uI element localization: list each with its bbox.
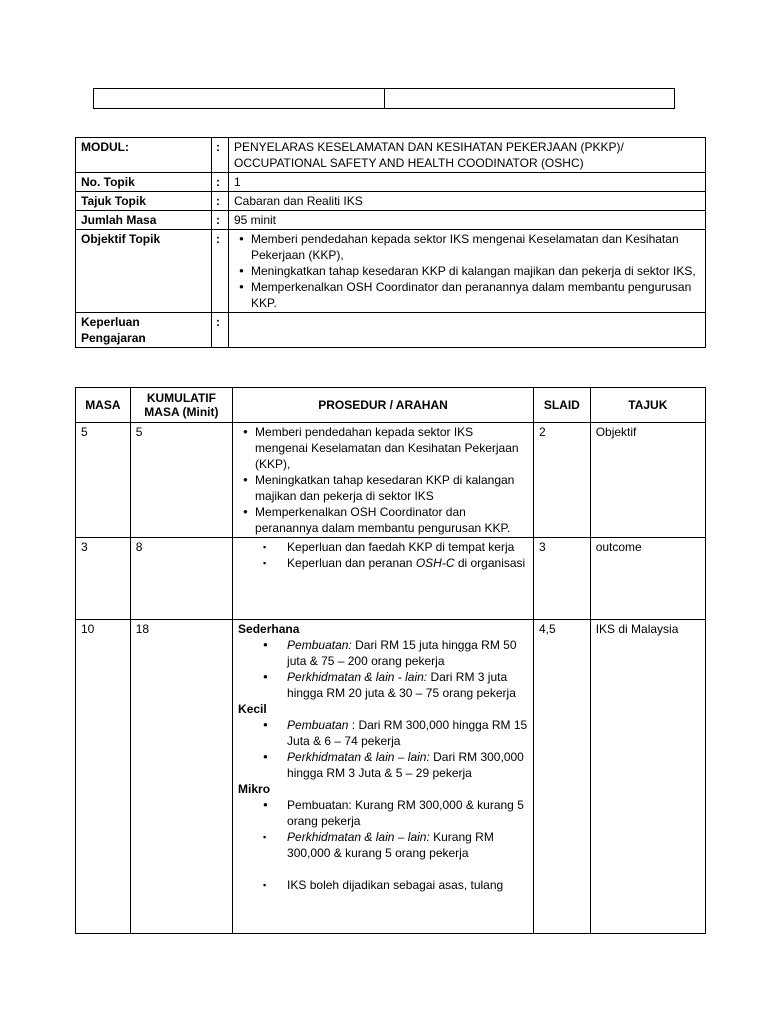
list-item [287,637,528,669]
list-item [287,555,528,571]
objektif-label: Objektif Topik [76,230,212,313]
sederhana-list [238,637,528,701]
keperluan-value [229,313,706,348]
header-table [93,88,675,109]
last-list [238,877,528,893]
header-kumulatif [130,388,232,423]
modul-label: MODUL: [76,138,212,173]
masa-cell: 3 [76,538,131,620]
item-emphasis: Perkhidmatan & lain – lain: [287,830,430,844]
tajuk-cell: Objektif [590,423,705,538]
list-item [287,749,528,781]
module-info-table [75,137,706,348]
no-topik-label: No. Topik [76,173,212,192]
procedure-header-row [76,388,706,423]
mikro-list [238,797,528,829]
prosedur-cell [233,538,534,620]
objektif-row [76,230,706,313]
list-item: ▪ IKS boleh dijadikan sebagai asas, tulang [287,877,528,893]
kumulatif-cell: 5 [130,423,232,538]
modul-value [229,138,706,173]
prosedur-list [238,424,528,536]
header-slaid: SLAID [533,388,590,423]
list-item: ● Pembuatan: Kurang RM 300,000 & kurang 5 orang pekerja [287,797,528,829]
header-tajuk: TAJUK [590,388,705,423]
tajuk-topik-value: Cabaran dan Realiti IKS [229,192,706,211]
no-topik-value: 1 [229,173,706,192]
tajuk-topik-label: Tajuk Topik [76,192,212,211]
item-text: Dari RM 300,000 hingga RM 3 Juta & 5 – 29 pekerja [287,750,524,780]
item-text: : Dari RM 300,000 hingga RM 15 Juta & 6 – 74 pekerja [287,718,528,748]
procedure-table [75,387,706,934]
item-emphasis: Pembuatan [287,718,349,732]
objektif-item: ● Meningkatkan tahap kesedaran KKP di kalangan majikan dan pekerja di sektor IKS, [251,263,700,279]
masa-cell: 5 [76,423,131,538]
table-row [76,620,706,934]
masa-cell: 10 [76,620,131,934]
mikro-list-2 [238,829,528,861]
keperluan-label [76,313,212,348]
section-sederhana: Sederhana [238,622,300,636]
objektif-item: ● Memperkenalkan OSH Coordinator dan peranannya dalam membantu pengurusan KKP. [251,279,700,311]
item-text: di organisasi [454,556,526,570]
slaid-cell: 3 [533,538,590,620]
list-item [287,669,528,701]
prosedur-cell [233,620,534,934]
item-emphasis: Perkhidmatan & lain - lain: [287,670,428,684]
item-text: Keperluan dan peranan [287,556,416,570]
keperluan-label-line1: Keperluan [81,315,140,329]
header-kumulatif-line1: KUMULATIF [146,391,216,405]
keperluan-label-line2: Pengajaran [81,331,146,345]
table-row [76,538,706,620]
no-topik-row [76,173,706,192]
spacer [238,861,528,877]
list-item: ● Meningkatkan tahap kesedaran KKP di kalangan majikan dan pekerja di sektor IKS [255,472,528,504]
item-text: Kurang RM 300,000 & kurang 5 orang pekerja [287,830,494,860]
jumlah-masa-value: 95 minit [229,211,706,230]
modul-row [76,138,706,173]
list-item [287,829,528,861]
colon: : [212,313,229,348]
colon: : [212,211,229,230]
kumulatif-cell: 18 [130,620,232,934]
slaid-cell: 4,5 [533,620,590,934]
jumlah-masa-label: Jumlah Masa [76,211,212,230]
tajuk-topik-row [76,192,706,211]
modul-value-line2: OCCUPATIONAL SAFETY AND HEALTH COODINATOR (OSHC) [234,156,584,170]
list-item: ● Memperkenalkan OSH Coordinator dan peranannya dalam membantu pengurusan KKP. [255,504,528,536]
modul-value-line1: PENYELARAS KESELAMATAN DAN KESIHATAN PEKERJAAN (PKKP)/ [234,140,624,154]
item-emphasis: Perkhidmatan & lain – lain: [287,750,430,764]
objektif-list [234,231,700,311]
table-row [76,423,706,538]
item-text: Dari RM 3 juta hingga RM 20 juta & 30 – 75 orang pekerja [287,670,516,700]
colon: : [212,230,229,313]
colon: : [212,138,229,173]
tajuk-cell: IKS di Malaysia [590,620,705,934]
list-item [287,717,528,749]
item-emphasis: OSH-C [415,556,455,570]
item-emphasis: Pembuatan: [287,638,352,652]
prosedur-cell [233,423,534,538]
objektif-value [229,230,706,313]
section-mikro: Mikro [238,782,271,796]
slaid-cell: 2 [533,423,590,538]
prosedur-list [238,539,528,571]
header-masa: MASA [76,388,131,423]
header-prosedur: PROSEDUR / ARAHAN [233,388,534,423]
list-item: ▪ Keperluan dan faedah KKP di tempat kerja [287,539,528,555]
header-kumulatif-line2: MASA (Minit) [144,405,219,419]
kumulatif-cell: 8 [130,538,232,620]
item-text: Dari RM 15 juta hingga RM 50 juta & 75 – 200 orang pekerja [287,638,517,668]
colon: : [212,192,229,211]
objektif-item: ● Memberi pendedahan kepada sektor IKS mengenai Keselamatan dan Kesihatan Pekerjaan (KKP), [251,231,700,263]
jumlah-masa-row [76,211,706,230]
tajuk-cell: outcome [590,538,705,620]
list-item: ● Memberi pendedahan kepada sektor IKS mengenai Keselamatan dan Kesihatan Pekerjaan (KKP), [255,424,528,472]
header-cell-right [385,89,675,109]
kecil-list [238,717,528,781]
colon: : [212,173,229,192]
keperluan-row [76,313,706,348]
header-cell-left [94,89,385,109]
section-kecil: Kecil [238,702,267,716]
